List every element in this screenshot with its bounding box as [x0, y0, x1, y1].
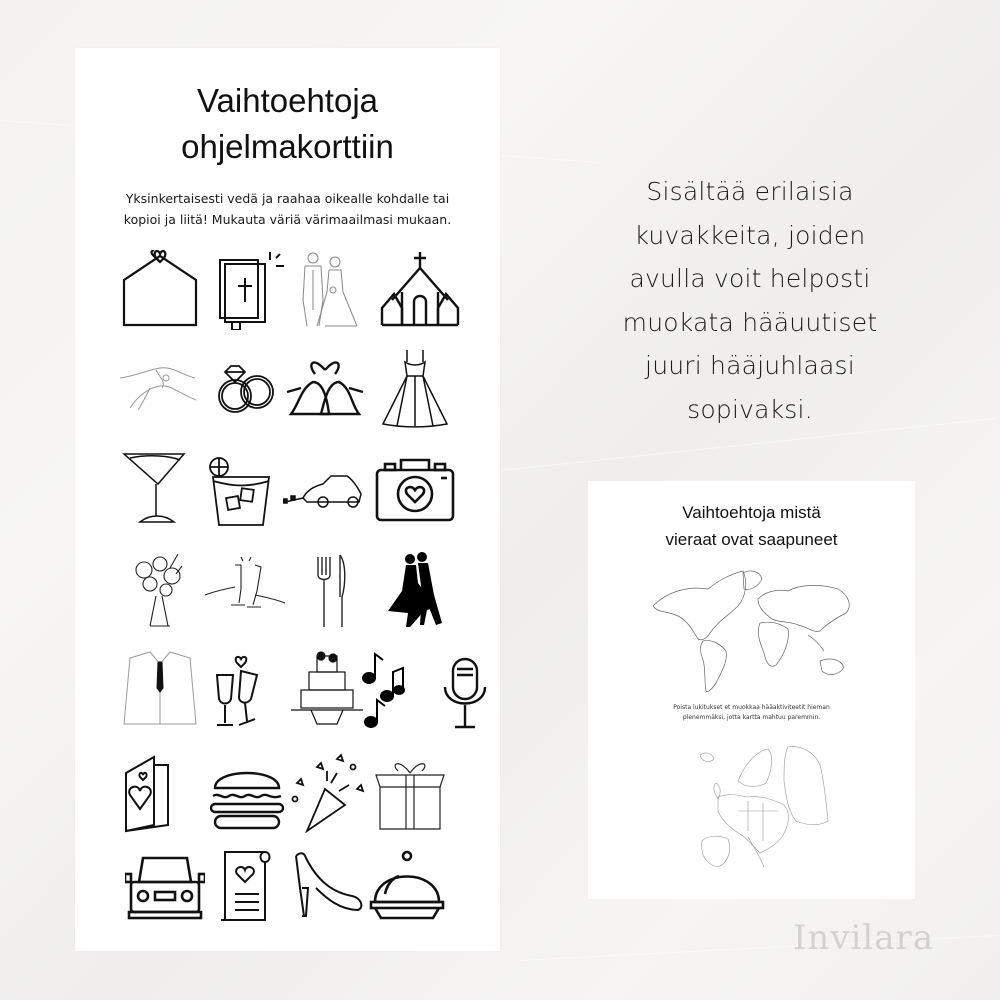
description-line: juuri hääjuhlaasi [645, 351, 855, 380]
description-text [585, 170, 915, 431]
brand-watermark: Invilara [793, 918, 935, 958]
subtitle-line-2: kopioi ja liitä! Mukauta väriä värimaailmasi mukaan. [123, 212, 452, 227]
microphone-icon [425, 653, 505, 733]
champagne-toast-icon [205, 553, 285, 633]
description-line: avulla voit helposti [629, 264, 871, 293]
subtitle-line-1: Yksinkertaisesti vedä ja raahaa oikealle kohdalle tai [125, 191, 450, 206]
burger-icon [207, 758, 287, 838]
bouquet-icon [120, 548, 200, 628]
card-subtitle [95, 188, 480, 230]
description-line: sopivaksi. [687, 394, 813, 424]
map-card-title-line-1: Vaihtoehtoja mistä [682, 503, 821, 522]
bible-icon [210, 250, 290, 330]
note-line-2: pienemmäksi, jotta kartta mahtuu paremmin. [682, 714, 821, 721]
gift-box-icon [370, 753, 450, 833]
party-popper-icon [287, 753, 367, 833]
high-heel-icon [290, 848, 370, 928]
car-front-icon [125, 848, 205, 928]
heart-scroll-icon [215, 848, 295, 928]
church-icon [380, 250, 460, 330]
europe-map-icon [688, 741, 838, 876]
cocktail-icon [205, 453, 285, 533]
note-line-1: Poista lukitukset et muokkaa hääaktiviteetit hieman [673, 704, 830, 711]
wedding-dress-icon [375, 348, 455, 428]
holding-hands-icon [120, 348, 200, 428]
description-line: Sisältää erilaisia [646, 177, 854, 206]
camera-heart-icon [375, 450, 455, 530]
description-line: muokata hääuutiset [622, 307, 878, 337]
wedding-cake-icon [287, 648, 367, 728]
card-title-line-1: Vaihtoehtoja [196, 82, 379, 119]
heart-card-icon [120, 753, 200, 833]
dancing-couple-icon [380, 551, 460, 631]
wedding-rings-icon [205, 348, 285, 428]
description-line: kuvakkeita, joiden [634, 220, 866, 250]
card-title-line-2: ohjelmakorttiin [181, 128, 394, 165]
card-title [75, 78, 500, 170]
guest-origin-map-card [588, 481, 915, 899]
map-card-title-line-2: vieraat ovat saapuneet [665, 530, 838, 549]
cloche-icon [367, 848, 447, 928]
map-card-note [608, 703, 895, 723]
fork-knife-icon [290, 553, 370, 633]
heart-house-icon [120, 250, 200, 330]
suit-icon [120, 648, 200, 728]
wedding-couple-icon [295, 250, 375, 330]
program-card-icons-sheet [75, 48, 500, 951]
champagne-glasses-icon [207, 653, 287, 733]
martini-glass-icon [120, 448, 200, 528]
world-map-icon [648, 561, 863, 696]
wedding-car-icon [283, 450, 363, 530]
map-card-title [588, 499, 915, 553]
wedding-bells-icon [285, 348, 365, 428]
